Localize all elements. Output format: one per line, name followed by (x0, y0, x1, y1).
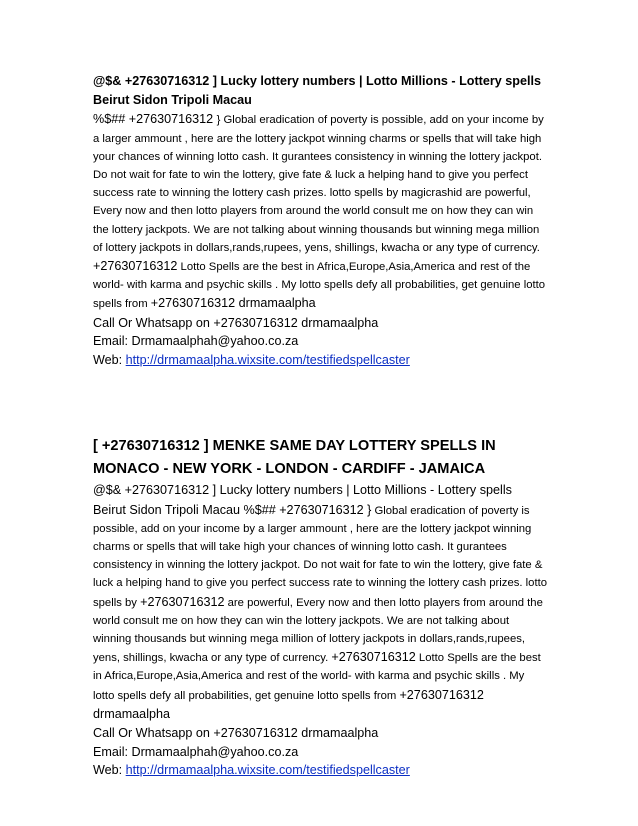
section-one-call: Call Or Whatsapp on +27630716312 drmamaalpha (93, 315, 379, 330)
section-one-email: Email: Drmamaalphah@yahoo.co.za (93, 334, 299, 349)
section-two-heading: [ +27630716312 ] MENKE SAME DAY LOTTERY SPELLS IN MONACO - NEW YORK - LONDON - CARDIFF - JAMAICA (93, 438, 496, 478)
section-one (93, 72, 548, 369)
section-two-body: Global eradication of poverty is possible, add on your income by a larger ammount , here are the lottery jackpot winning charms or spells that will take high your chances of winning lotto cash. It gurantees consistency in winning the lottery jackpot. Do not wait for fate to win the lottery, give fate & luck a helping hand to give you perfect success rate to winning the lottery cash prizes. lotto spells by (93, 504, 548, 609)
section-two-body-3: Lotto Spells are the best in Africa,Europe,Asia,America and rest of the world- with karma and psychic skills . My lotto spells defy all probabilities, get genuine lotto spells from (93, 652, 541, 702)
web-link[interactable]: http://drmamaalpha.wixsite.com/testifiedspellcaster (125, 763, 410, 778)
section-two-email: Email: Drmamaalphah@yahoo.co.za (93, 744, 299, 759)
section-two-phone-1: +27630716312 (140, 594, 225, 609)
web-link[interactable]: http://drmamaalpha.wixsite.com/testifiedspellcaster (125, 352, 410, 367)
section-two (93, 435, 548, 779)
section-one-body: } Global eradication of poverty is possible, add on your income by a larger ammount , here are the lottery jackpot winning charms or spells that will take high your chances of winning lotto cash. It gurantees consistency in winning the lottery jackpot. Do not wait for fate to win the lottery, give fate & luck a helping hand to give you perfect success rate to winning the lottery cash prizes. lotto spells by magicrashid are powerful, Every now and then lotto players from around the world consult me on how they can win the lottery jackpots. We are not talking about winning thousands but winning mega million of lottery jackpots in dollars,rands,rupees, yens, shillings, kwacha or any type of currency. (93, 114, 544, 254)
section-two-paragraph (93, 481, 548, 724)
section-one-intro: %$## +27630716312 (93, 112, 217, 127)
section-two-body-2: are powerful, Every now and then lotto players from around the world consult me on how they can win the lottery jackpots. We are not talking about winning thousands but winning mega million of lottery jackpots in dollars,rands,rupees, yens, shillings, kwacha or any type of currency. (93, 596, 543, 665)
section-two-phone-2: +27630716312 (331, 650, 416, 665)
section-two-web (93, 761, 548, 780)
section-spacer (93, 369, 548, 435)
document-page (93, 72, 548, 780)
section-one-paragraph (93, 72, 548, 314)
web-label: Web: (93, 352, 126, 367)
section-two-closing: +27630716312 drmamaalpha (93, 687, 484, 721)
section-two-title: @$& +27630716312 ] Lucky lottery numbers | Lotto Millions - Lottery spells Beirut Sidon Tripoli Macau %$## +27630716312 } (93, 483, 512, 517)
section-one-body-2: Lotto Spells are the best in Africa,Europe,Asia,America and rest of the world- with karma and psychic skills . My lotto spells defy all probabilities, get genuine lotto spells from (93, 261, 546, 311)
section-two-call: Call Or Whatsapp on +27630716312 drmamaalpha (93, 726, 379, 741)
section-one-title: @$& +27630716312 ] Lucky lottery numbers | Lotto Millions - Lottery spells Beirut Sidon Tripoli Macau (93, 74, 541, 108)
section-one-web (93, 351, 548, 370)
section-one-closing: +27630716312 drmamaalpha (150, 296, 316, 311)
section-one-phone: +27630716312 (93, 259, 178, 274)
web-label: Web: (93, 763, 126, 778)
